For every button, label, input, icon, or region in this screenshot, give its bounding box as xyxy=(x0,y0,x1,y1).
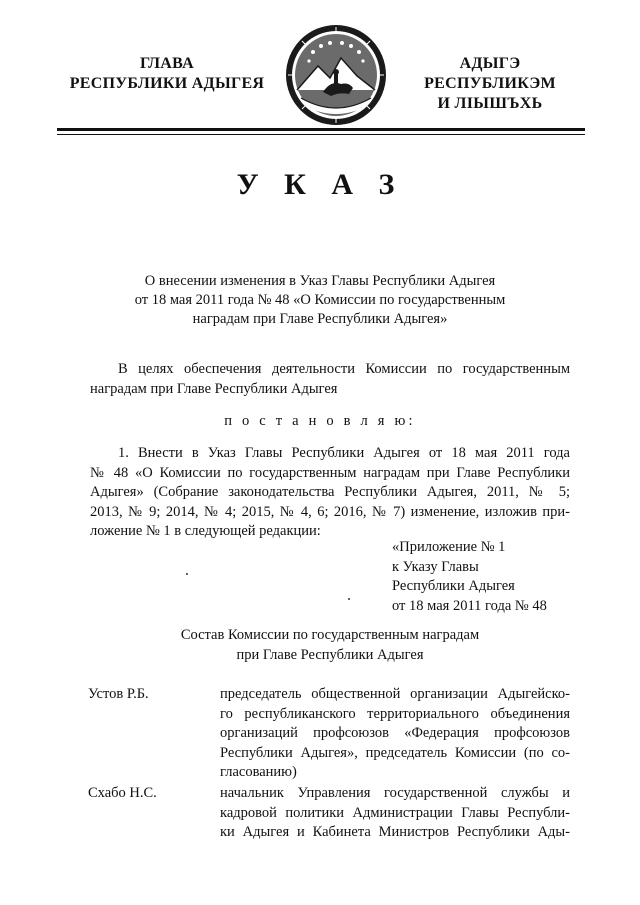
title-line-3: наградам при Главе Республики Адыгея» xyxy=(192,311,448,327)
appendix-line-4: от 18 мая 2011 года № 48 xyxy=(392,597,547,614)
preamble-line-1: В целях обеспечения деятельности Комиссии по государственным xyxy=(118,361,570,377)
member-2-role-line-2: кадровой политики Администрации Главы Республи- xyxy=(220,804,570,821)
member-role-1 xyxy=(220,685,570,783)
item-1-line-3: Адыгея» (Собрание законодательства Республики Адыгея, 2011, № 5; xyxy=(90,484,570,500)
appendix-line-2: к Указу Главы xyxy=(392,558,479,575)
member-name-1: Устов Р.Б. xyxy=(88,686,149,702)
member-1-role-line-3: организаций профсоюзов «Федерация профсоюзов xyxy=(220,725,570,741)
item-1-line-5: ложение № 1 в следующей редакции: xyxy=(90,523,321,539)
document-title xyxy=(110,272,530,329)
decree-word: п о с т а н о в л я ю: xyxy=(224,413,416,429)
member-1-role-line-5: гласованию) xyxy=(220,764,297,780)
document-type-heading: У К А З xyxy=(236,168,404,201)
scan-speck xyxy=(348,598,350,600)
title-line-2: от 18 мая 2011 года № 48 «О Комиссии по государственным xyxy=(134,292,506,308)
header-rule-thin xyxy=(57,134,585,135)
member-role-2 xyxy=(220,784,570,843)
preamble-line-2: наградам при Главе Республики Адыгея xyxy=(90,380,338,397)
composition-title xyxy=(150,626,510,665)
member-1-role-line-2: го республиканского территориального объединения xyxy=(220,705,570,722)
item-1-line-1: 1. Внести в Указ Главы Республики Адыгея от 18 мая 2011 года xyxy=(118,445,570,461)
appendix-line-1: «Приложение № 1 xyxy=(392,539,506,555)
appendix-line-3: Республики Адыгея xyxy=(392,578,515,594)
header-right-line-2: И ЛІЫШЪХЬ xyxy=(437,95,543,112)
header-right-line-1: АДЫГЭ РЕСПУБЛИКЭМ xyxy=(424,55,556,92)
header-left-line-2: РЕСПУБЛИКИ АДЫГЕЯ xyxy=(69,75,265,92)
member-name-2: Схабо Н.С. xyxy=(88,785,157,801)
preamble-paragraph xyxy=(90,360,570,399)
header-rule-thick xyxy=(57,128,585,131)
member-1-role-line-1: председатель общественной организации Адыгейско- xyxy=(220,686,570,702)
header-left xyxy=(58,54,276,94)
composition-title-line-1: Состав Комиссии по государственным наградам xyxy=(180,627,480,643)
title-line-1: О внесении изменения в Указ Главы Республики Адыгея xyxy=(144,273,496,289)
item-1-paragraph xyxy=(90,444,570,542)
appendix-reference xyxy=(392,538,592,616)
header-left-line-1: ГЛАВА xyxy=(140,55,194,72)
composition-title-line-2: при Главе Республики Адыгея xyxy=(236,646,424,663)
member-2-role-line-3: ки Адыгея и Кабинета Министров Республики Ады- xyxy=(220,824,570,840)
scan-speck xyxy=(186,573,188,575)
item-1-line-2: № 48 «О Комиссии по государственным наградам при Главе Республики xyxy=(90,464,570,481)
coat-of-arms-emblem xyxy=(283,22,389,128)
item-1-line-4: 2013, № 9; 2014, № 4; 2015, № 4, 6; 2016, № 7) изменение, изложив при- xyxy=(90,503,570,520)
member-2-role-line-1: начальник Управления государственной службы и xyxy=(220,785,570,801)
member-1-role-line-4: Республики Адыгея», председатель Комиссии (по со- xyxy=(220,744,570,761)
header-right xyxy=(392,54,588,114)
